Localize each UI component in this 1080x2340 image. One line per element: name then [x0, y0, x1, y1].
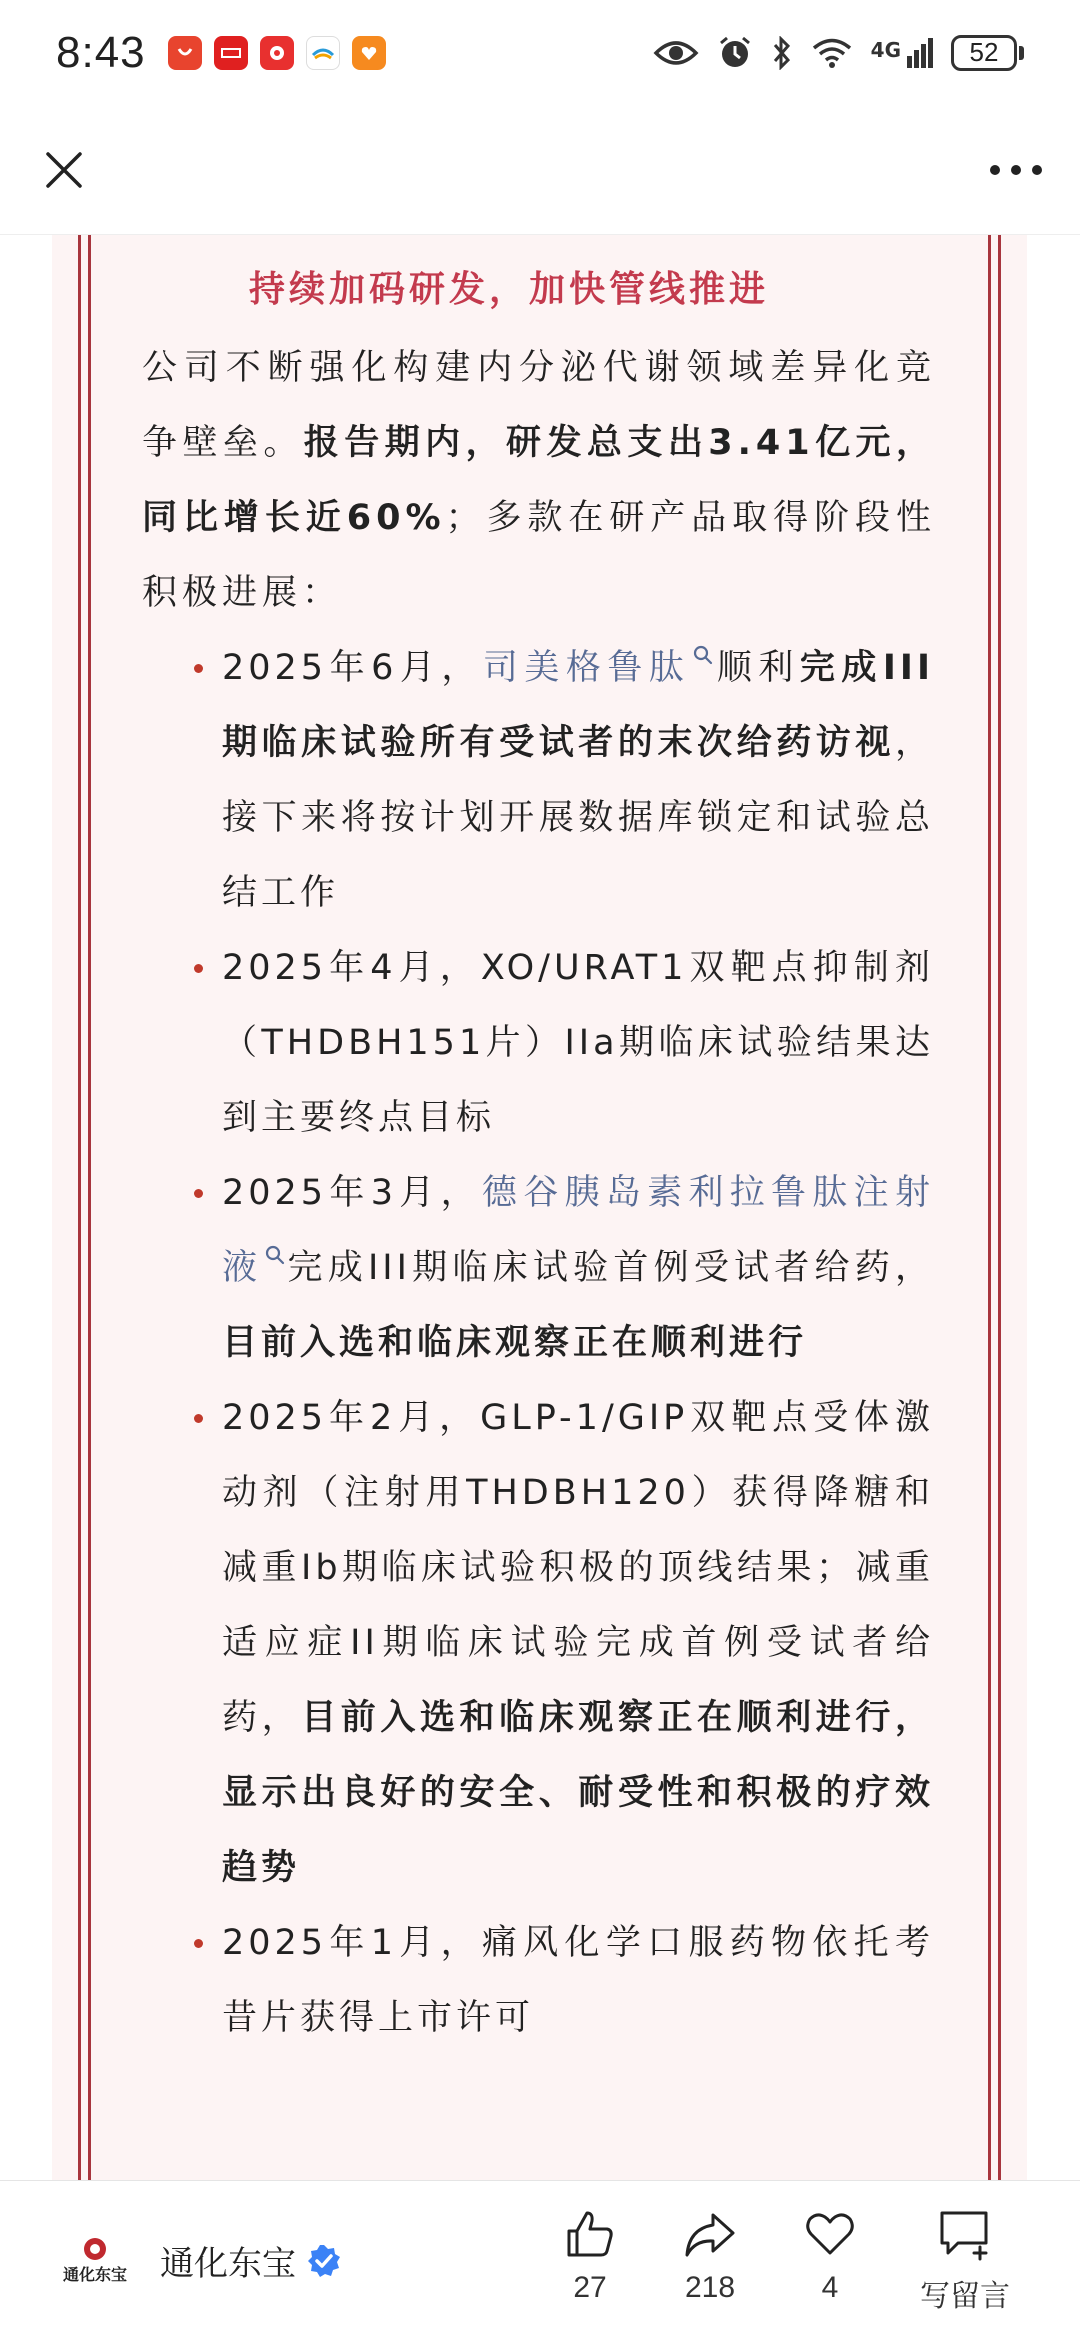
intro-paragraph: 公司不断强化构建内分泌代谢领域差异化竞争壁垒。报告期内，研发总支出3.41亿元，同比增长近60%；多款在研产品取得阶段性积极进展： [142, 348, 936, 613]
heart-icon [803, 2207, 857, 2261]
favorite-count: 4 [821, 2270, 839, 2304]
list-item: 2025年6月，司美格鲁肽 顺利完成III期临床试验所有受试者的末次给药访视，接下来将按计划开展数据库锁定和试验总结工作 [222, 631, 934, 931]
account-logo [60, 2226, 130, 2296]
status-bar [0, 0, 1080, 105]
share-icon [683, 2207, 737, 2261]
cellular-signal-icon [871, 38, 933, 68]
app-icon-red [168, 36, 202, 70]
bluetooth-icon [771, 36, 793, 70]
search-icon [692, 644, 714, 666]
status-indicators [653, 35, 1024, 71]
bottom-action-bar [0, 2180, 1080, 2340]
list-item: 2025年3月，德谷胰岛素利拉鲁肽注射液 完成III期临床试验首例受试者给药，目前入选和临床观察正在顺利进行 [222, 1156, 934, 1381]
close-button[interactable] [34, 140, 94, 200]
share-button[interactable] [670, 2207, 750, 2305]
close-icon [42, 148, 86, 192]
article-top-nav [0, 105, 1080, 235]
like-button[interactable] [550, 2207, 630, 2305]
verified-icon [306, 2243, 342, 2279]
logo-text: 通化东宝 [62, 2265, 127, 2284]
more-button[interactable] [986, 140, 1046, 200]
thumbs-up-icon [563, 2207, 617, 2261]
status-time: 8:43 [56, 27, 146, 77]
semaglutide-link[interactable]: 司美格鲁肽 [483, 648, 715, 688]
wallet-icon [306, 36, 340, 70]
list-item: 2025年1月，痛风化学口服药物依托考昔片获得上市许可 [222, 1906, 934, 2056]
comment-icon [936, 2207, 994, 2261]
article-content[interactable] [0, 235, 1080, 2180]
section-title: 持续加码研发，加快管线推进 [248, 269, 769, 310]
article-text [142, 235, 936, 2056]
like-count: 27 [573, 2270, 607, 2304]
more-icon [988, 163, 1044, 177]
game-icon [260, 36, 294, 70]
alarm-icon [717, 35, 753, 71]
eye-icon [653, 38, 699, 68]
list-item: 2025年4月，XO/URAT1双靶点抑制剂（THDBH151片）IIa期临床试验结果达到主要终点目标 [222, 931, 934, 1156]
network-type: 4G [870, 37, 901, 62]
engagement-actions [550, 2207, 1020, 2315]
list-item: 2025年2月，GLP-1/GIP双靶点受体激动剂（注射用THDBH120）获得降糖和减重Ib期临床试验积极的顶线结果；减重适应症II期临床试验完成首例受试者给药，目前入选和临床观察正在顺利进行，显示出良好的安全、耐受性和积极的疗效趋势 [222, 1381, 934, 1906]
account-name: 通化东宝 [160, 2244, 296, 2284]
degludec-liraglutide-link[interactable]: 德谷胰岛素利拉鲁肽注射液 [222, 1173, 934, 1288]
comment-label: 写留言 [920, 2279, 1010, 2313]
write-comment-button[interactable] [910, 2207, 1020, 2315]
notification-icons [168, 36, 386, 70]
wifi-icon [811, 37, 853, 69]
account-info[interactable] [60, 2226, 342, 2296]
logo-mark-icon [82, 2236, 108, 2262]
battery-indicator [951, 35, 1024, 71]
battery-level: 52 [969, 37, 999, 67]
progress-list [222, 631, 934, 2056]
favorite-button[interactable] [790, 2207, 870, 2305]
orange-app-icon [352, 36, 386, 70]
huawei-icon [214, 36, 248, 70]
share-count: 218 [684, 2270, 736, 2304]
search-icon [264, 1244, 286, 1266]
